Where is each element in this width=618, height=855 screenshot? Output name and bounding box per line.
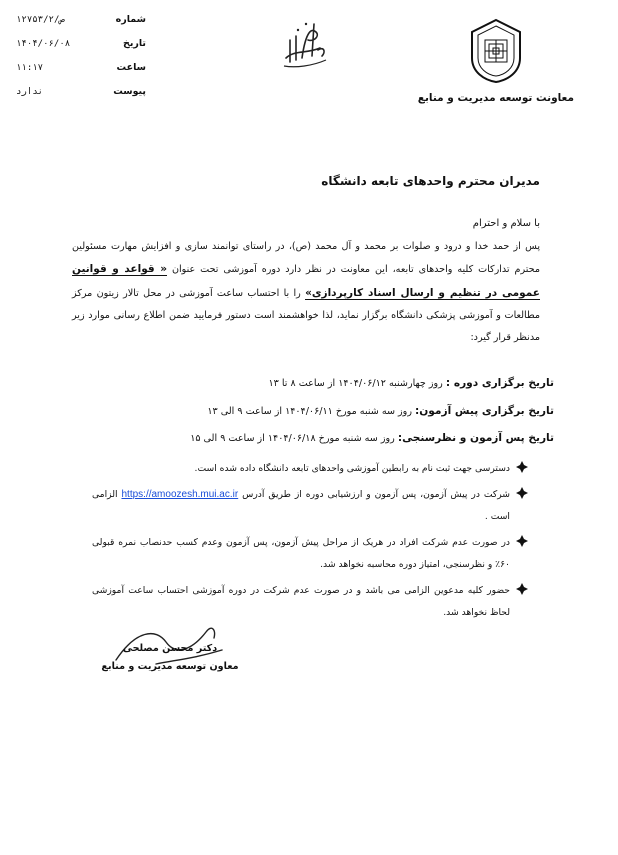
course-date-label: تاریخ برگزاری دوره :	[445, 377, 554, 389]
signatory-name: دکتر محسن مصلحی	[122, 643, 218, 654]
meta-time-row	[16, 56, 146, 80]
signatory-title: معاون توسعه مدیریت و منابع	[101, 661, 239, 672]
diamond-bullet-icon	[516, 583, 528, 595]
diamond-bullet-icon	[516, 487, 528, 499]
meta-date-row	[16, 32, 146, 56]
diamond-bullet-icon	[516, 461, 528, 473]
time-value: ۱۱:۱۷	[16, 63, 44, 73]
pretest-date-value: روز سه شنبه مورخ ۱۴۰۴/۰۶/۱۱ از ساعت ۹ الی ۱۳	[207, 406, 412, 417]
signatory-block	[100, 640, 240, 676]
bismillah-calligraphy	[276, 10, 332, 70]
note-passing-score: در صورت عدم شرکت افراد در هریک از مراحل پیش آزمون، پس آزمون وعدم کسب حدنصاب نمره قبولی ۶۰٪ و نظرسنجی، امتیاز دوره محاسبه نخواهد شد.	[92, 537, 510, 570]
attachment-label: پیوست	[113, 86, 146, 97]
note-exam: شرکت در پیش آزمون، پس آزمون و ارزشیابی دوره از طریق آدرس	[242, 489, 510, 500]
attachment-value: ندارد	[16, 87, 44, 97]
meta-attachment-row	[16, 80, 146, 104]
note-attendance: حضور کلیه مدعوین الزامی می باشد و در صورت عدم شرکت در دوره آموزشی احتساب ساعت آموزشی لحاظ نخواهد شد.	[92, 585, 510, 618]
list-item	[92, 580, 528, 624]
date-label: تاریخ	[122, 38, 146, 49]
recipient-heading: مدیران محترم واحدهای تابعه دانشگاه	[321, 174, 540, 188]
course-date-value: روز چهارشنبه ۱۴۰۴/۰۶/۱۲ از ساعت ۸ تا ۱۳	[268, 378, 443, 389]
schedule-posttest	[114, 429, 554, 448]
pretest-date-label: تاریخ برگزاری پیش آزمون:	[415, 405, 554, 417]
amoozesh-link[interactable]: https://amoozesh.mui.ac.ir	[121, 489, 239, 500]
list-item	[92, 532, 528, 576]
time-label: ساعت	[116, 62, 146, 73]
notes-list	[92, 458, 528, 628]
diamond-bullet-icon	[516, 535, 528, 547]
note-registration: دسترسی جهت ثبت نام به رابطین آموزشی واحدهای تابعه دانشگاه داده شده است.	[194, 463, 510, 474]
list-item	[92, 458, 528, 480]
schedule-course	[114, 374, 554, 393]
date-value: ۱۴۰۴/۰۶/۰۸	[16, 39, 71, 49]
body-paragraph	[72, 236, 540, 349]
number-value: ص/۱۲۷۵۳/۲	[16, 15, 65, 25]
university-emblem-icon	[470, 18, 522, 84]
department-name: معاونت توسعه مدیریت و منابع	[417, 92, 574, 104]
meta-number-row	[16, 8, 146, 32]
posttest-date-value: روز سه شنبه مورخ ۱۴۰۴/۰۶/۱۸ از ساعت ۹ الی ۱۵	[190, 433, 395, 444]
body-part1: پس از حمد خدا و درود و صلوات بر محمد و آل محمد (ص)، در راستای توانمند سازی و افزایش مهارت مسئولین محترم تدارکات کلیه واحدهای تابعه، این معاونت در نظر دارد دوره آموزشی تحت عنوان	[72, 241, 541, 276]
greeting: با سلام و احترام	[472, 218, 540, 229]
posttest-date-label: تاریخ پس آزمون و نظرسنجی:	[397, 432, 554, 444]
body-part2: را با احتساب ساعت آموزشی در محل تالار زیتون مرکز مطالعات و آموزشی پزشکی دانشگاه برگزار نماید، لذا خواهشمند است دستور فرمایید ضمن اطلاع رسانی موارد زیر مدنظر قرار گیرد:	[72, 287, 540, 344]
note-exam-end: الزامی است .	[92, 489, 510, 522]
letter-meta	[16, 8, 146, 104]
course-title: « قواعد و قوانین عمومی در تنظیم و ارسال اسناد کارپردازی»	[72, 263, 540, 299]
schedule-pretest	[114, 402, 554, 421]
number-label: شماره	[115, 14, 146, 25]
list-item	[92, 484, 528, 528]
